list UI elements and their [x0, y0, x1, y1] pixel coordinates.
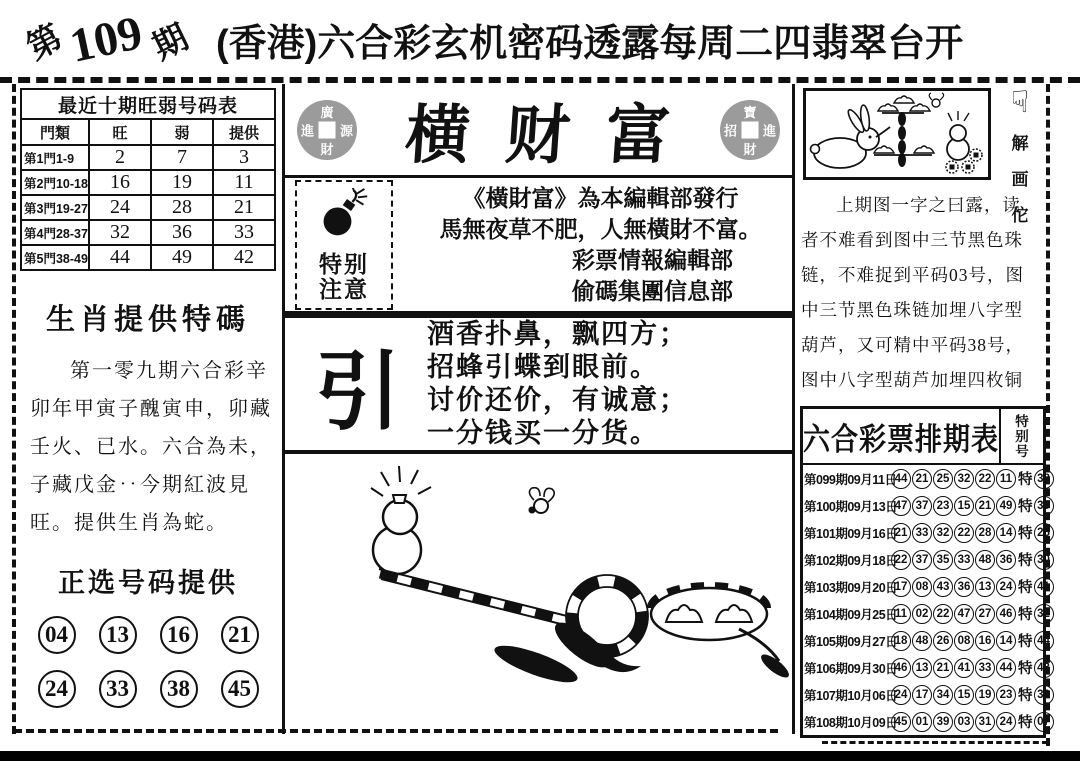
bottom-divider-right: [822, 741, 1048, 744]
number-ball: 31: [975, 712, 995, 732]
coin-char: 財: [320, 141, 334, 157]
column-header: 弱: [151, 119, 213, 145]
bee-icon: [929, 93, 943, 107]
special-ball: 44: [1034, 631, 1054, 651]
coin-char: 財: [743, 141, 757, 157]
coin-hole: [742, 121, 759, 138]
schedule-title: 六合彩票排期表: [803, 421, 999, 457]
number-ball: 11: [996, 469, 1016, 489]
hot-number-cell: 24: [89, 195, 151, 220]
pick-number: 16: [160, 616, 198, 654]
special-label: 特: [1018, 580, 1033, 596]
number-ball: 21: [933, 658, 953, 678]
column-header: 旺: [89, 119, 151, 145]
number-ball: 34: [933, 685, 953, 705]
number-ball: 08: [954, 631, 974, 651]
pick-number: 21: [221, 616, 259, 654]
number-ball: 03: [954, 712, 974, 732]
schedule-row: [803, 492, 1050, 519]
pick-number: 24: [38, 670, 76, 708]
draw-date-label: 第100期09月13日: [804, 499, 898, 514]
special-number-header: 特别号: [999, 409, 1043, 463]
number-ball: 46: [996, 604, 1016, 624]
picks-section: [16, 561, 280, 708]
zodiac-section-title: 生肖提供特碼: [45, 304, 250, 336]
number-ball: 17: [891, 577, 911, 597]
special-ball: 30: [1034, 550, 1054, 570]
draw-date-label: 第102期09月18日: [804, 553, 898, 568]
draw-date-label: 第101期09月16日: [804, 526, 898, 541]
number-ball: 22: [954, 523, 974, 543]
riddle-cartoon: [289, 464, 789, 714]
weak-number-cell: 28: [151, 195, 213, 220]
special-ball: 32: [1034, 604, 1054, 624]
pick-number: 04: [38, 616, 76, 654]
draw-date-label: 第108期10月09日: [804, 715, 898, 730]
number-ball: 19: [975, 685, 995, 705]
number-ball: 43: [933, 577, 953, 597]
schedule-row: [803, 465, 1050, 492]
number-ball: 13: [912, 658, 932, 678]
picks-grid: [26, 616, 270, 708]
hot-weak-row-label: 第4門28-37: [21, 220, 89, 245]
masthead-title: 横财富: [402, 99, 708, 171]
page-title: (香港)六合彩玄机密码透露每周二四翡翠台开: [216, 22, 964, 65]
number-ball: 14: [996, 523, 1016, 543]
hot-weak-table: [20, 88, 276, 271]
number-ball: 21: [912, 469, 932, 489]
pick-number: 38: [160, 670, 198, 708]
special-label: 特: [1018, 607, 1033, 623]
weak-number-cell: 49: [151, 245, 213, 270]
special-ball: 30: [1034, 496, 1054, 516]
verse-line: 一分钱买一分货。: [427, 418, 659, 448]
hot-number-cell: 16: [89, 170, 151, 195]
special-label: 特: [1018, 553, 1033, 569]
number-ball: 08: [912, 577, 932, 597]
number-ball: 23: [996, 685, 1016, 705]
hint-verse-section: [285, 318, 792, 454]
hot-weak-header-row: [21, 119, 275, 145]
hot-weak-row-label: 第2門10-18: [21, 170, 89, 195]
draw-date-label: 第107期10月06日: [804, 688, 898, 703]
hint-big-char: 引: [315, 344, 401, 440]
number-ball: 47: [891, 496, 911, 516]
header-divider: [0, 77, 1080, 83]
special-ball: 33: [1034, 685, 1054, 705]
schedule-row: [803, 573, 1050, 600]
page-header: [20, 2, 1066, 76]
number-ball: 48: [975, 550, 995, 570]
masthead: [285, 84, 792, 178]
verse-line: 讨价还价，有诚意；: [427, 385, 688, 415]
number-ball: 22: [933, 604, 953, 624]
zodiac-text: 第一零九期六合彩辛卯年甲寅子醜寅申，卯藏壬火、已水。六合為未，子藏戊金‥今期紅波見旺。提供生肖為蛇。: [30, 360, 272, 534]
right-column: [795, 84, 1048, 746]
number-ball: 33: [975, 658, 995, 678]
picks-title: 正选号码提供: [58, 568, 238, 598]
offer-number-cell: 21: [213, 195, 275, 220]
number-ball: 16: [975, 631, 995, 651]
hot-weak-row-label: 第3門19-27: [21, 195, 89, 220]
issue-prefix: 第: [20, 17, 69, 67]
schedule-row: [803, 708, 1050, 735]
number-ball: 22: [891, 550, 911, 570]
special-ball: 07: [1034, 712, 1054, 732]
number-ball: 26: [933, 631, 953, 651]
hot-number-cell: 44: [89, 245, 151, 270]
previous-issue-analysis: 上期图一字之曰露，读者不难看到图中三节黑色珠链，不难捉到平码03号，图中三节黑色珠链加埋八字型葫芦，又可精中平码38号，图中八字型葫芦加埋四枚铜: [801, 195, 1024, 390]
number-ball: 47: [954, 604, 974, 624]
hot-weak-row: [21, 145, 275, 170]
number-ball: 22: [975, 469, 995, 489]
hint-verse-lines: [427, 318, 688, 450]
special-label: 特: [1018, 499, 1033, 515]
special-notice-section: [285, 178, 792, 318]
number-ball: 32: [933, 523, 953, 543]
number-ball: 14: [996, 631, 1016, 651]
schedule-row: [803, 681, 1050, 708]
draw-date-label: 第103期09月20日: [804, 580, 898, 595]
notice-text: [409, 183, 792, 307]
number-ball: 13: [975, 577, 995, 597]
draw-date-label: 第099期09月11日: [804, 472, 897, 487]
bee-icon: [528, 488, 554, 514]
bottom-black-bar: [0, 751, 1080, 761]
number-ball: 44: [891, 469, 911, 489]
special-label: 特: [1018, 472, 1033, 488]
hot-weak-row: [21, 195, 275, 220]
number-ball: 35: [933, 550, 953, 570]
pick-number: 33: [99, 670, 137, 708]
coin-char: 進: [301, 123, 315, 138]
number-ball: 24: [996, 577, 1016, 597]
number-ball: 18: [891, 631, 911, 651]
left-column: [12, 84, 280, 734]
number-ball: 44: [996, 658, 1016, 678]
number-ball: 25: [933, 469, 953, 489]
hot-weak-row: [21, 170, 275, 195]
bomb-icon: [318, 188, 370, 240]
special-label: 特: [1018, 715, 1033, 731]
rabbit-scale-picture: [803, 88, 991, 180]
notice-line: 彩票情報編輯部: [572, 247, 733, 273]
schedule-header: [803, 409, 1043, 465]
weak-number-cell: 7: [151, 145, 213, 170]
number-ball: 33: [954, 550, 974, 570]
special-label: 特: [1018, 526, 1033, 542]
draw-date-label: 第105期09月27日: [804, 634, 898, 649]
notice-label: 特别 注意: [319, 250, 369, 302]
number-ball: 37: [912, 550, 932, 570]
notice-line: 《橫財富》為本編輯部發行: [462, 185, 739, 211]
hot-weak-row: [21, 245, 275, 270]
pick-number: 13: [99, 616, 137, 654]
schedule-row: [803, 519, 1050, 546]
coin-icon: [297, 100, 357, 160]
number-ball: 17: [912, 685, 932, 705]
hot-weak-row: [21, 220, 275, 245]
hot-weak-row-label: 第1門1-9: [21, 145, 89, 170]
special-ball: 25: [1034, 523, 1054, 543]
issue-suffix: 期: [146, 17, 195, 67]
special-ball: 38: [1034, 469, 1054, 489]
number-ball: 23: [933, 496, 953, 516]
special-notice-box: [295, 180, 393, 310]
draw-date-label: 第106期09月30日: [804, 661, 898, 676]
draw-date-label: 第104期09月25日: [804, 607, 898, 622]
number-ball: 37: [912, 496, 932, 516]
hand-note-char: 解: [1011, 134, 1029, 153]
column-header: 提供: [213, 119, 275, 145]
number-ball: 11: [891, 604, 911, 624]
number-ball: 36: [996, 550, 1016, 570]
number-ball: 39: [933, 712, 953, 732]
number-ball: 36: [954, 577, 974, 597]
right-page-border: [1046, 84, 1050, 746]
center-column: [282, 84, 795, 734]
special-ball: 41: [1034, 577, 1054, 597]
coin-char: 廣: [320, 104, 334, 120]
number-ball: 41: [954, 658, 974, 678]
coin-char: 進: [762, 123, 776, 138]
offer-number-cell: 42: [213, 245, 275, 270]
bottom-divider-left: [14, 729, 778, 733]
special-label: 特: [1018, 688, 1033, 704]
offer-number-cell: 3: [213, 145, 275, 170]
hot-number-cell: 2: [89, 145, 151, 170]
schedule-table: [800, 406, 1050, 738]
hot-weak-row-label: 第5門38-49: [21, 245, 89, 270]
coin-char: 招: [724, 123, 738, 138]
rabbit-drawing: [806, 91, 988, 177]
number-ball: 33: [912, 523, 932, 543]
number-ball: 46: [891, 658, 911, 678]
number-ball: 21: [975, 496, 995, 516]
number-ball: 15: [954, 496, 974, 516]
number-ball: 24: [996, 712, 1016, 732]
hand-note-char: 佗: [1011, 206, 1029, 225]
number-ball: 15: [954, 685, 974, 705]
number-ball: 28: [975, 523, 995, 543]
schedule-row: [803, 546, 1050, 573]
special-ball: 43: [1034, 658, 1054, 678]
hot-weak-table-title: 最近十期旺弱号码表: [21, 89, 275, 119]
notice-line: 偷碼集團信息部: [572, 278, 733, 304]
schedule-row: [803, 600, 1050, 627]
verse-line: 招蜂引蝶到眼前。: [427, 352, 659, 382]
offer-number-cell: 33: [213, 220, 275, 245]
number-ball: 49: [996, 496, 1016, 516]
number-ball: 01: [912, 712, 932, 732]
offer-number-cell: 11: [213, 170, 275, 195]
schedule-row: [803, 654, 1050, 681]
hot-number-cell: 32: [89, 220, 151, 245]
schedule-row: [803, 627, 1050, 654]
number-ball: 45: [891, 712, 911, 732]
number-ball: 02: [912, 604, 932, 624]
issue-number: 109: [65, 5, 147, 73]
special-label: 特: [1018, 634, 1033, 650]
weak-number-cell: 19: [151, 170, 213, 195]
weak-number-cell: 36: [151, 220, 213, 245]
number-ball: 27: [975, 604, 995, 624]
verse-line: 酒香扑鼻，飘四方；: [427, 319, 688, 349]
coin-hole: [319, 121, 336, 138]
pointing-hand-icon: ☟: [1010, 86, 1030, 119]
coin-char: 寶: [743, 104, 757, 120]
hand-note-char: 画: [1011, 170, 1029, 189]
notice-line: 馬無夜草不肥，人無橫財不富。: [439, 216, 762, 242]
coin-icon: [720, 100, 780, 160]
schedule-rows: [803, 465, 1050, 735]
column-header: 門類: [21, 119, 89, 145]
pick-number: 45: [221, 670, 259, 708]
special-label: 特: [1018, 661, 1033, 677]
number-ball: 32: [954, 469, 974, 489]
number-ball: 48: [912, 631, 932, 651]
coin-char: 源: [339, 123, 353, 138]
number-ball: 24: [891, 685, 911, 705]
number-ball: 21: [891, 523, 911, 543]
balancing-figure-drawing: [285, 454, 792, 724]
